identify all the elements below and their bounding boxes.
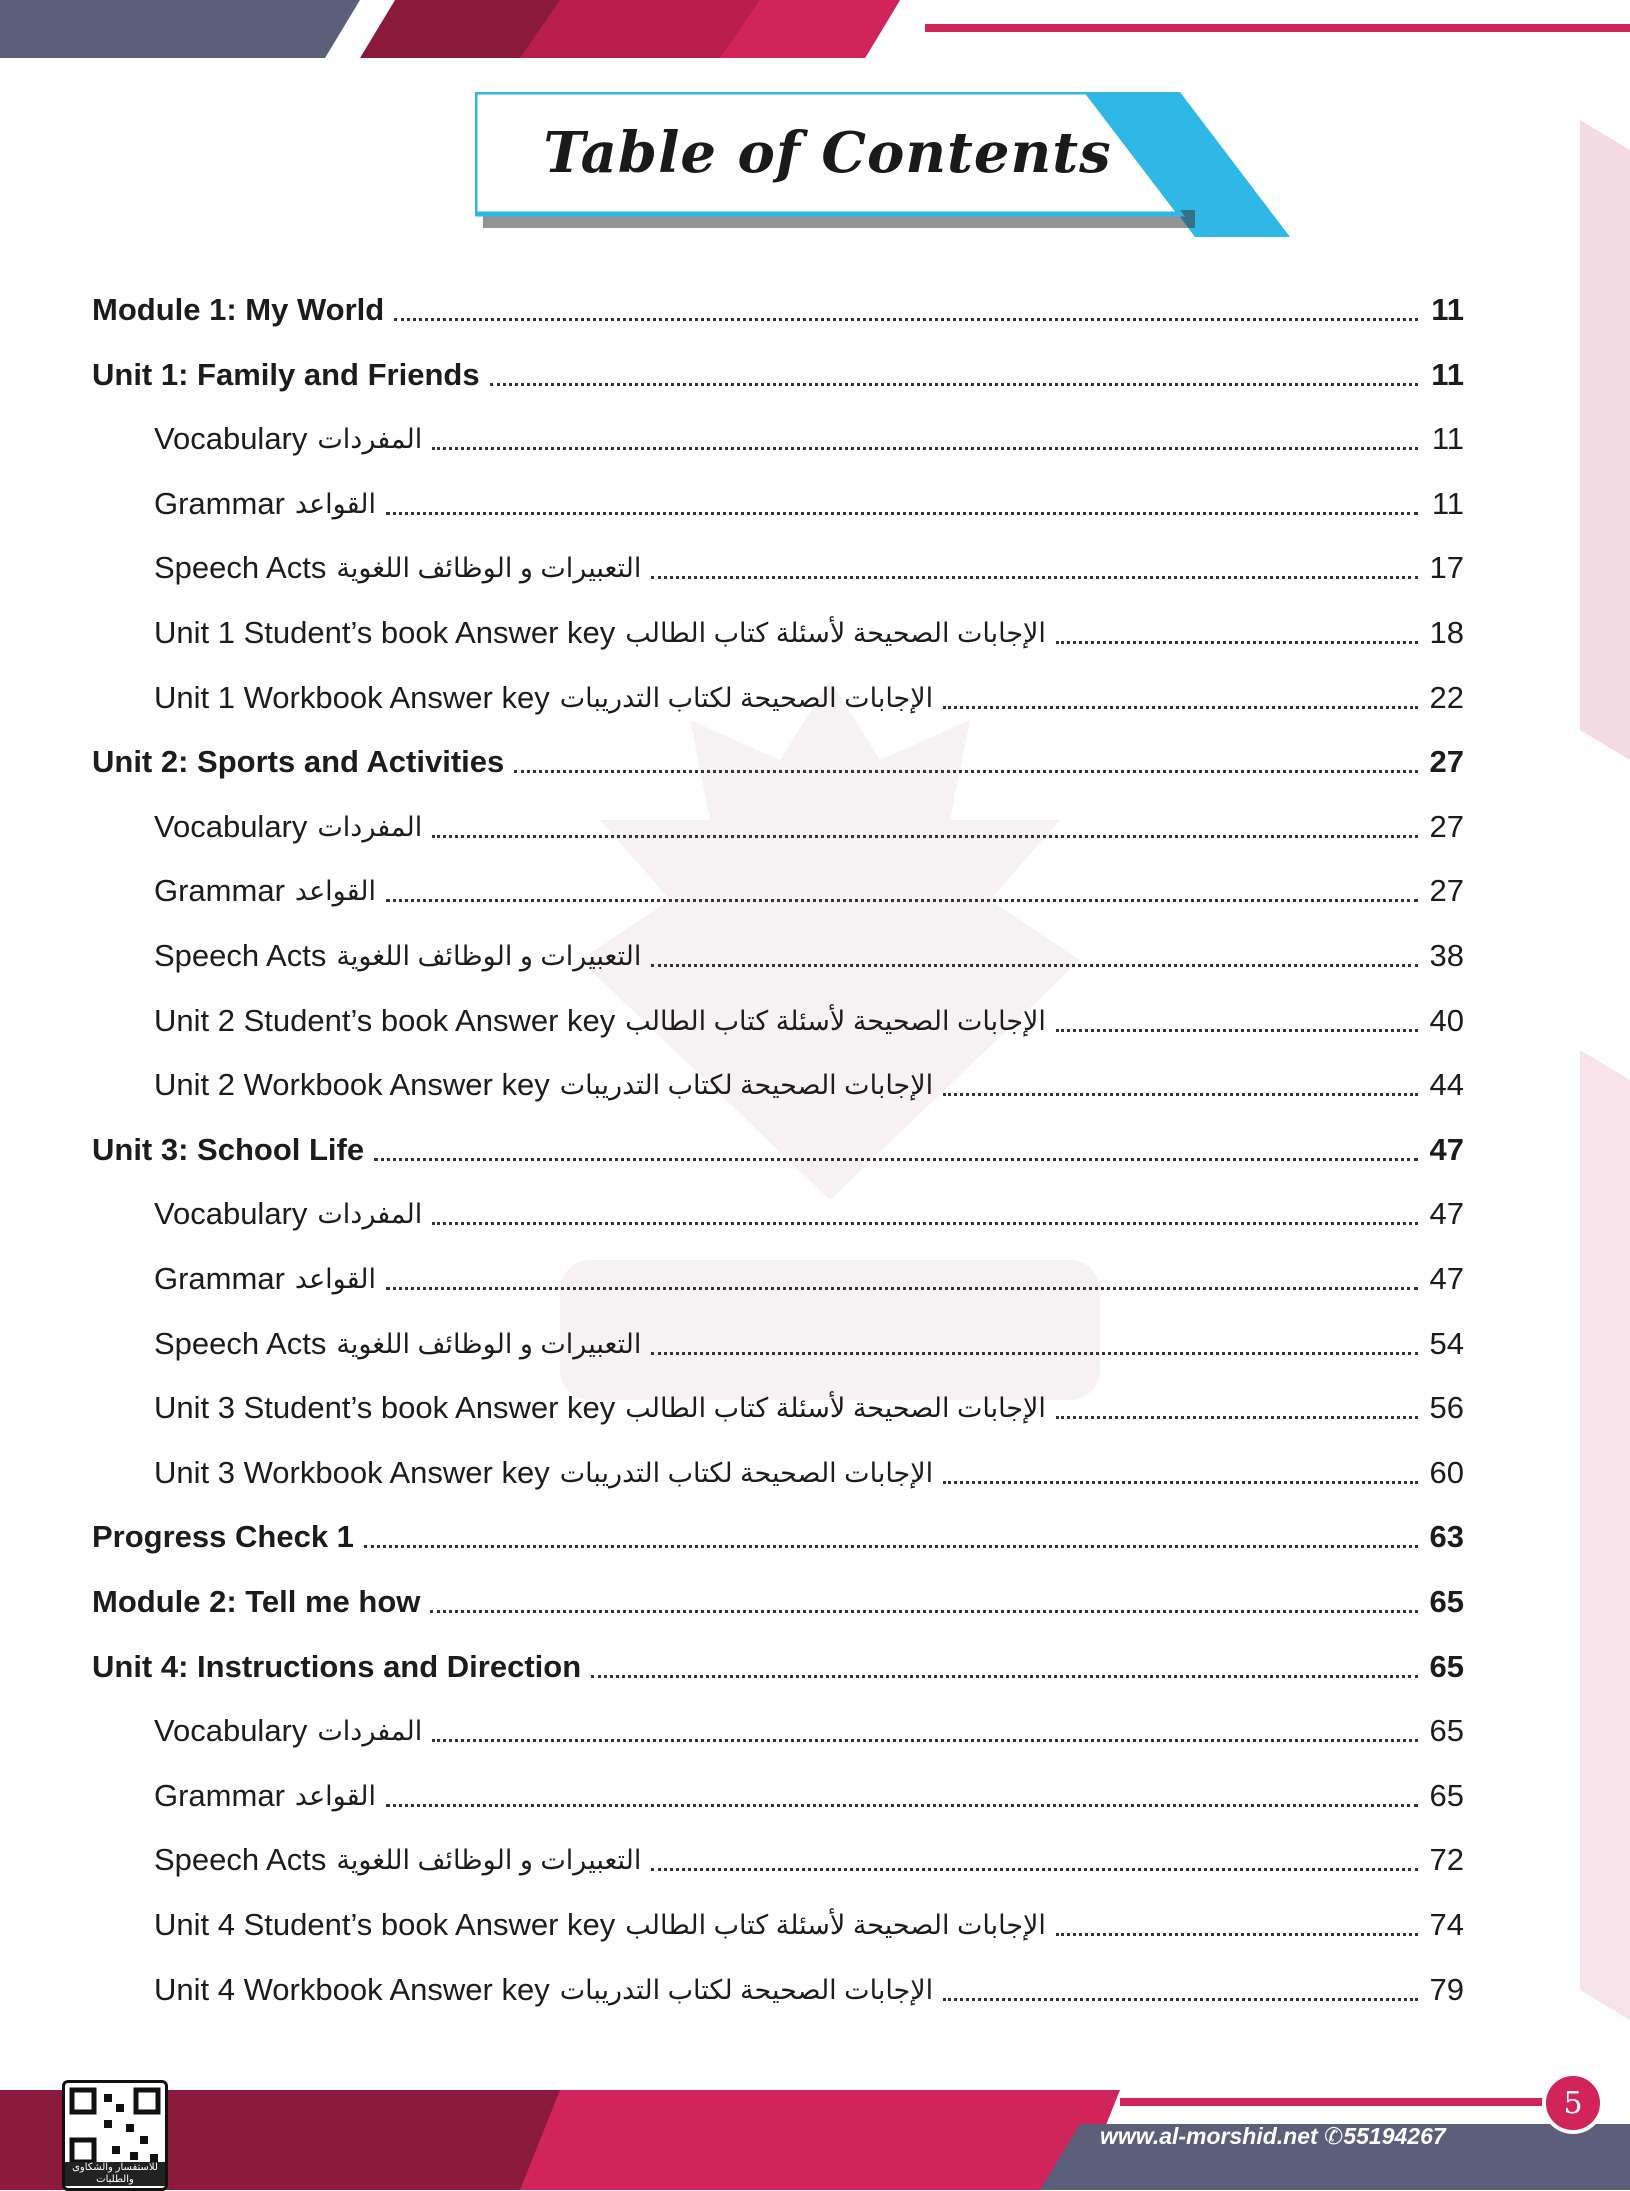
toc-label: Speech Acts: [154, 1325, 327, 1361]
toc-label: Unit 2: Sports and Activities: [92, 744, 505, 780]
toc-label: Grammar: [154, 1261, 285, 1296]
toc-arabic-label: القواعد: [294, 1780, 377, 1811]
toc-dot-leader: [651, 1868, 1418, 1871]
toc-entry-row[interactable]: [92, 1453, 1464, 1493]
toc-entry-row[interactable]: [92, 613, 1464, 653]
toc-label: Unit 4 Student’s book Answer key: [154, 1907, 616, 1942]
website-link[interactable]: www.al-morshid.net: [1100, 2123, 1318, 2149]
toc-dot-leader: [386, 1804, 1418, 1807]
toc-label: Unit 4 Workbook Answer key: [154, 1971, 550, 2007]
toc-page-number: 11: [1431, 421, 1464, 457]
qr-caption: للاستفسار والشكاوى والطلبات: [65, 2162, 165, 2186]
toc-arabic-label: المفردات: [317, 1199, 423, 1230]
toc-page-number: 40: [1429, 1002, 1464, 1038]
toc-entry-row[interactable]: [92, 1194, 1464, 1234]
toc-label: Unit 4: Instructions and Direction: [92, 1648, 582, 1684]
toc-page-number: 11: [1431, 485, 1464, 521]
toc-arabic-label: التعبيرات و الوظائف اللغوية: [336, 941, 642, 971]
qr-code-icon: [68, 2086, 162, 2166]
toc-arabic-label: الإجابات الصحيحة لكتاب التدريبات: [559, 1457, 934, 1488]
toc-page-number: 63: [1429, 1519, 1464, 1555]
toc-page-number: 47: [1429, 1131, 1464, 1167]
toc-entry-row[interactable]: [92, 1324, 1464, 1364]
toc-dot-leader: [386, 899, 1418, 902]
toc-label: Speech Acts: [154, 1842, 327, 1878]
toc-page-number: 27: [1429, 873, 1464, 909]
toc-label: Unit 1 Workbook Answer key: [154, 679, 550, 715]
toc-arabic-label: القواعد: [294, 488, 377, 519]
toc-arabic-label: الإجابات الصحيحة لأسئلة كتاب الطالب: [625, 1005, 1046, 1036]
toc-dot-leader: [943, 706, 1418, 709]
toc-page-number: 60: [1429, 1454, 1464, 1490]
toc-label: Speech Acts: [154, 550, 327, 586]
toc-dot-leader: [394, 318, 1418, 321]
toc-dot-leader: [943, 1481, 1418, 1484]
toc-entry-row[interactable]: [92, 548, 1464, 588]
toc-label: Unit 3: School Life: [92, 1131, 365, 1167]
toc-arabic-label: التعبيرات و الوظائف اللغوية: [336, 1328, 642, 1359]
toc-label: Progress Check 1: [92, 1519, 354, 1555]
toc-arabic-label: الإجابات الصحيحة لكتاب التدريبات: [559, 1974, 934, 2005]
toc-heading-row[interactable]: [92, 355, 1464, 395]
toc-arabic-label: الإجابات الصحيحة لأسئلة كتاب الطالب: [625, 618, 1046, 648]
toc-dot-leader: [374, 1158, 1418, 1161]
toc-dot-leader: [490, 383, 1418, 386]
toc-page-number: 44: [1429, 1067, 1464, 1103]
toc-dot-leader: [1056, 1416, 1418, 1419]
toc-arabic-label: التعبيرات و الوظائف اللغوية: [336, 1845, 642, 1876]
toc-entry-row[interactable]: [92, 1259, 1464, 1299]
toc-arabic-label: القواعد: [294, 1264, 377, 1294]
toc-arabic-label: المفردات: [317, 1716, 423, 1747]
toc-entry-row[interactable]: [92, 1001, 1464, 1041]
toc-page-number: 72: [1429, 1842, 1464, 1878]
toc-arabic-label: المفردات: [317, 424, 423, 455]
toc-arabic-label: القواعد: [294, 876, 377, 907]
toc-heading-row[interactable]: [92, 1130, 1464, 1170]
toc-dot-leader: [943, 1998, 1418, 2001]
page-number: 5: [1542, 2072, 1604, 2134]
toc-heading-row[interactable]: [92, 290, 1464, 330]
toc-dot-leader: [364, 1545, 1418, 1548]
toc-dot-leader: [386, 512, 1418, 515]
toc-dot-leader: [1056, 1029, 1418, 1032]
toc-arabic-label: الإجابات الصحيحة لكتاب التدريبات: [559, 682, 934, 713]
toc-dot-leader: [432, 1739, 1418, 1742]
toc-label: Module 1: My World: [92, 292, 385, 327]
toc-heading-row[interactable]: [92, 1582, 1464, 1622]
toc-arabic-label: المفردات: [317, 811, 423, 842]
toc-arabic-label: التعبيرات و الوظائف اللغوية: [336, 553, 642, 584]
toc-entry-row[interactable]: [92, 1840, 1464, 1880]
toc-dot-leader: [943, 1093, 1418, 1096]
toc-dot-leader: [514, 770, 1418, 773]
toc-dot-leader: [430, 1610, 1418, 1613]
toc-arabic-label: الإجابات الصحيحة لأسئلة كتاب الطالب: [625, 1910, 1046, 1940]
toc-label: Module 2: Tell me how: [92, 1584, 421, 1619]
toc-dot-leader: [1056, 641, 1418, 644]
toc-dot-leader: [386, 1287, 1418, 1290]
toc-label: Unit 2 Student’s book Answer key: [154, 1002, 616, 1038]
toc-dot-leader: [651, 576, 1418, 579]
top-decorative-band: [0, 0, 1630, 62]
toc-entry-row[interactable]: [92, 1905, 1464, 1945]
right-side-decoration: [1570, 120, 1630, 2080]
toc-label: Unit 3 Workbook Answer key: [154, 1454, 550, 1490]
toc-label: Unit 2 Workbook Answer key: [154, 1067, 550, 1103]
toc-dot-leader: [432, 447, 1418, 450]
toc-label: Unit 1 Student’s book Answer key: [154, 615, 616, 650]
toc-entry-row[interactable]: [92, 678, 1464, 718]
toc-page-number: 65: [1429, 1648, 1464, 1684]
toc-label: Grammar: [154, 873, 285, 909]
toc-page-number: 27: [1429, 744, 1464, 780]
toc-page-number: 27: [1429, 808, 1464, 844]
toc-dot-leader: [432, 1222, 1418, 1225]
toc-dot-leader: [591, 1675, 1418, 1678]
toc-page-number: 54: [1429, 1325, 1464, 1361]
toc-page-number: 17: [1429, 550, 1464, 586]
toc-heading-row[interactable]: [92, 742, 1464, 782]
toc-label: Grammar: [154, 485, 285, 521]
toc-heading-row[interactable]: [92, 1517, 1464, 1557]
toc-entry-row[interactable]: [92, 1970, 1464, 2010]
toc-dot-leader: [1056, 1933, 1418, 1936]
qr-code[interactable]: [62, 2080, 168, 2191]
toc-page-number: 65: [1429, 1713, 1464, 1749]
toc-dot-leader: [651, 964, 1418, 967]
page-title: Table of Contents: [543, 120, 1112, 186]
toc-page-number: 65: [1429, 1777, 1464, 1813]
footer-contact: [1100, 2118, 1490, 2154]
toc-label: Vocabulary: [154, 808, 308, 844]
toc-dot-leader: [651, 1352, 1418, 1355]
toc-label: Speech Acts: [154, 938, 327, 973]
toc-label: Unit 3 Student’s book Answer key: [154, 1390, 616, 1426]
toc-label: Unit 1: Family and Friends: [92, 356, 480, 392]
toc-entry-row[interactable]: [92, 419, 1464, 459]
toc-page-number: 47: [1429, 1261, 1464, 1296]
toc-entry-row[interactable]: [92, 1065, 1464, 1105]
toc-label: Grammar: [154, 1777, 285, 1813]
toc-entry-row[interactable]: [92, 1388, 1464, 1428]
toc-page-number: 65: [1429, 1584, 1464, 1619]
toc-entry-row[interactable]: [92, 484, 1464, 524]
toc-entry-row[interactable]: [92, 1776, 1464, 1816]
toc-page-number: 38: [1429, 938, 1464, 973]
toc-page-number: 11: [1431, 292, 1464, 327]
title-banner: [475, 92, 1295, 252]
toc-page-number: 18: [1429, 615, 1464, 650]
toc-arabic-label: الإجابات الصحيحة لأسئلة كتاب الطالب: [625, 1393, 1046, 1424]
toc-arabic-label: الإجابات الصحيحة لكتاب التدريبات: [559, 1070, 934, 1101]
toc-entry-row[interactable]: [92, 807, 1464, 847]
toc-entry-row[interactable]: [92, 936, 1464, 976]
toc-label: Vocabulary: [154, 1196, 308, 1232]
toc-label: Vocabulary: [154, 421, 308, 457]
toc-heading-row[interactable]: [92, 1647, 1464, 1687]
phone-icon: ✆: [1324, 2123, 1344, 2149]
toc-dot-leader: [432, 835, 1418, 838]
phone-number: 55194267: [1343, 2123, 1446, 2149]
toc-page-number: 79: [1429, 1971, 1464, 2007]
toc-label: Vocabulary: [154, 1713, 308, 1749]
toc-page-number: 56: [1429, 1390, 1464, 1426]
toc-page-number: 47: [1429, 1196, 1464, 1232]
toc-page-number: 11: [1431, 356, 1464, 392]
toc-page-number: 22: [1429, 679, 1464, 715]
toc-page-number: 74: [1429, 1907, 1464, 1942]
toc-entry-row[interactable]: [92, 871, 1464, 911]
toc-entry-row[interactable]: [92, 1711, 1464, 1751]
